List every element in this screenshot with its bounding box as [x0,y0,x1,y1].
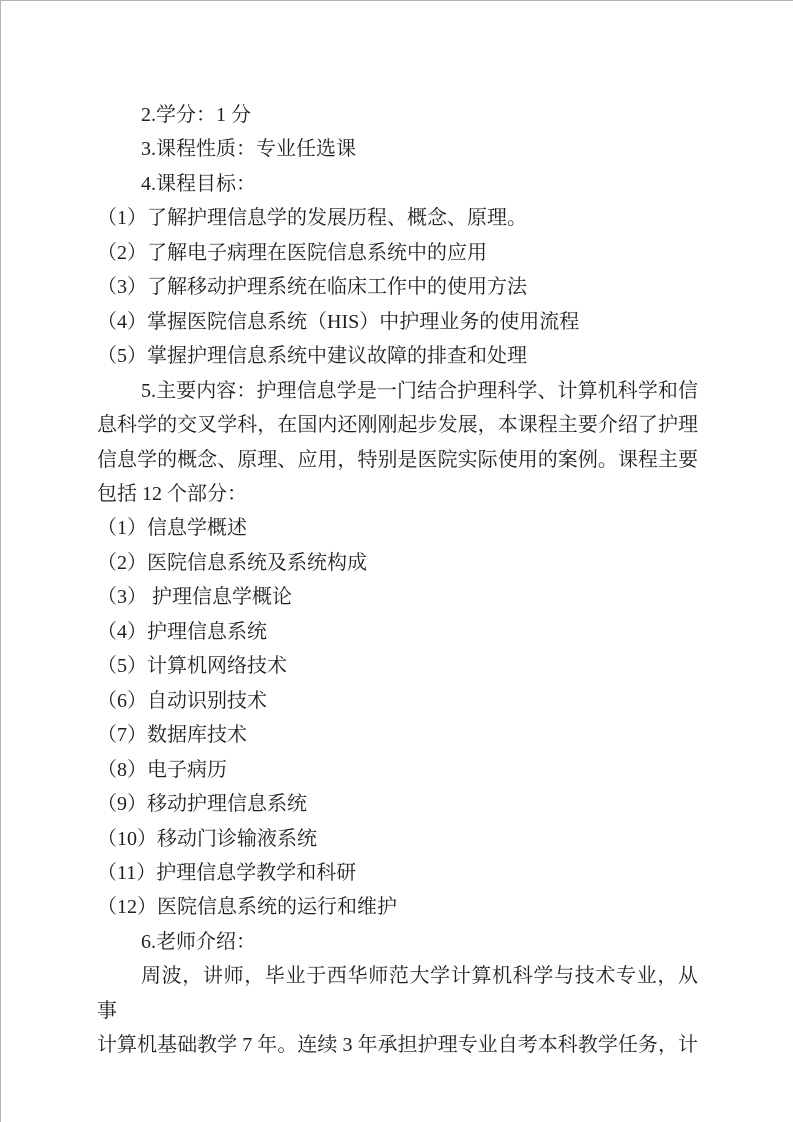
text-line: （12）医院信息系统的运行和维护 [97,896,397,919]
text-line: 息科学的交叉学科，在国内还刚刚起步发展，本课程主要介绍了护理 [97,414,698,437]
text-line: （1）信息学概述 [97,517,247,540]
text-line: （3）了解移动护理系统在临床工作中的使用方法 [97,276,527,299]
text-line: 包括 12 个部分： [97,482,247,505]
text-line: （2）了解电子病理在医院信息系统中的应用 [97,241,487,264]
text-line: 4.课程目标： [141,172,256,195]
text-line: （4）护理信息系统 [97,620,267,643]
text-line: （10）移动门诊输液系统 [97,827,317,850]
text-line: 6.老师介绍： [141,930,256,953]
text-line: （5）计算机网络技术 [97,655,287,678]
text-line: 信息学的概念、原理、应用，特别是医院实际使用的案例。课程主要 [97,448,698,471]
text-line: 计算机基础教学 7 年。连续 3 年承担护理专业自考本科教学任务，计 [97,1034,698,1057]
text-line: （4）掌握医院信息系统（HIS）中护理业务的使用流程 [97,310,580,333]
text-line: （3） 护理信息学概论 [97,586,292,609]
text-line: 5.主要内容：护理信息学是一门结合护理科学、计算机科学和信 [141,379,698,402]
text-line: （11）护理信息学教学和科研 [97,861,357,884]
text-line: （2）医院信息系统及系统构成 [97,551,367,574]
document-body [97,98,698,1063]
text-line: （8）电子病历 [97,758,227,781]
text-line: 3.课程性质：专业任选课 [141,138,356,161]
text-line: （7）数据库技术 [97,724,247,747]
text-line: 周波，讲师，毕业于西华师范大学计算机科学与技术专业，从事 [97,965,698,1022]
text-line: （5）掌握护理信息系统中建议故障的排查和处理 [97,345,527,368]
text-line: 2.学分：1 分 [141,104,251,126]
text-line: （6）自动识别技术 [97,689,267,712]
text-line: （9）移动护理信息系统 [97,793,307,816]
text-line: （1）了解护理信息学的发展历程、概念、原理。 [97,207,527,230]
